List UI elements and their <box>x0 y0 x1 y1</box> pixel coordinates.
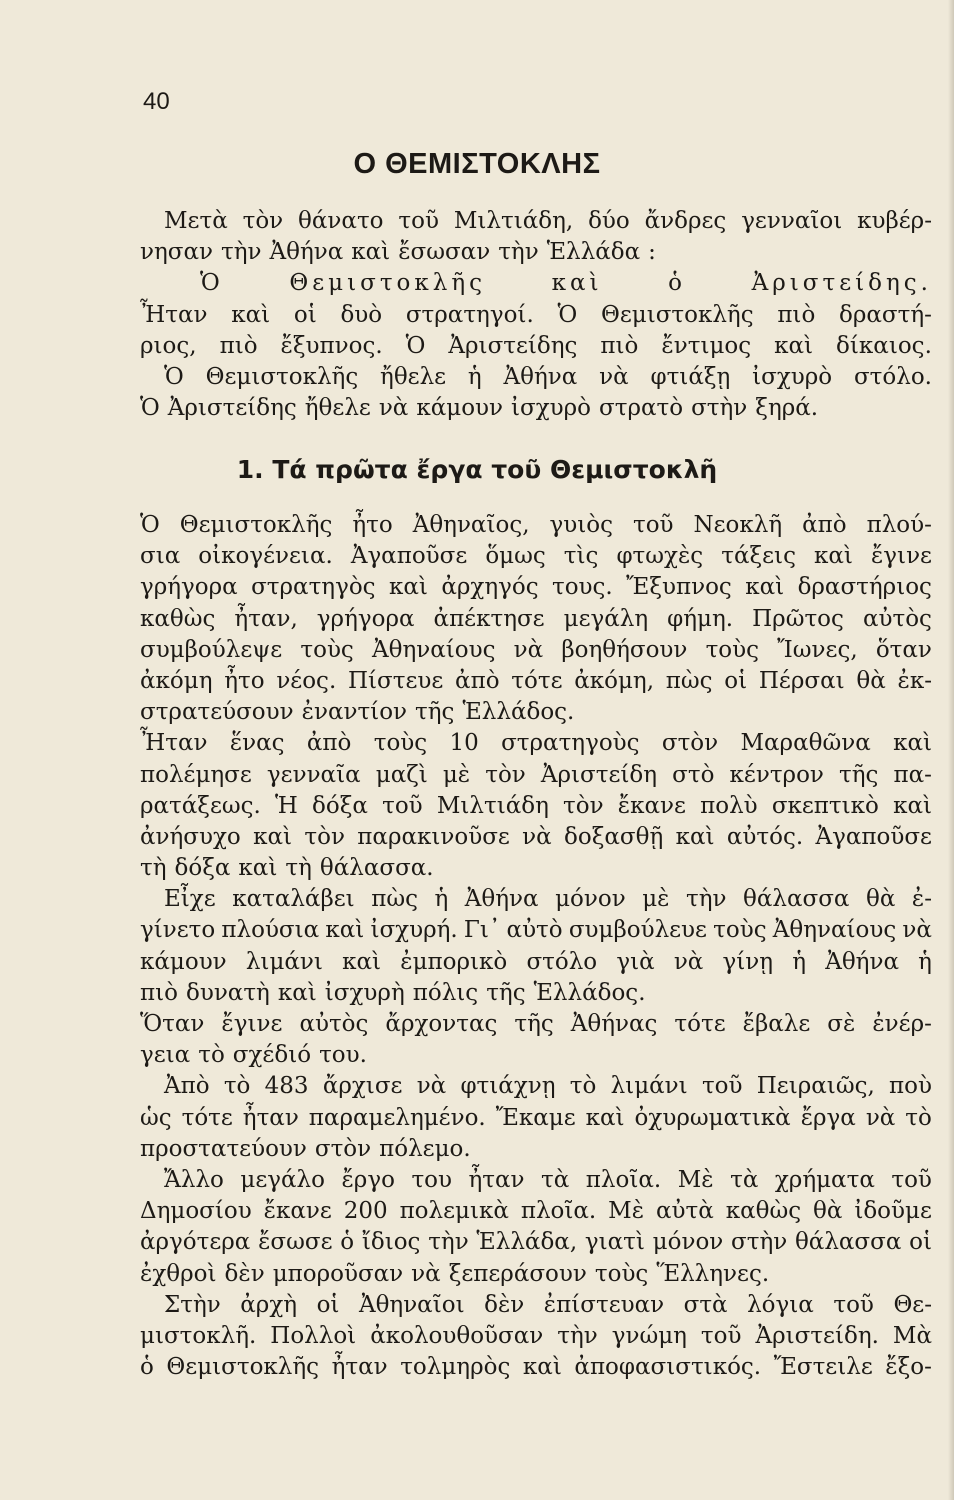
text-line: Μετὰ τὸν θάνατο τοῦ Μιλτιάδη, δύο ἄνδρες γενναῖοι κυβέρ- <box>164 208 932 234</box>
text-line: γίνετο πλούσια καὶ ἰσχυρή. Γι᾿ αὐτὸ συμβούλευε τοὺς Ἀθηναίους νὰ <box>140 917 932 944</box>
text-line: ριος, πιὸ ἔξυπνος. Ὁ Ἀριστείδης πιὸ ἔντιμος καὶ δίκαιος. <box>140 332 932 359</box>
body-paragraphs <box>140 510 932 1383</box>
section-title: 1. Τά πρῶτα ἔργα τοῦ Θεμιστοκλῆ <box>236 455 718 484</box>
text-line: Ὁ Ἀριστείδης ἤθελε νὰ κάμουν ἰσχυρὸ στρατὸ στὴν ξηρά. <box>140 395 819 422</box>
text-line: γρήγορα στρατηγὸς καὶ ἀρχηγός τους. Ἔξυπνος καὶ δραστήριος <box>140 574 932 601</box>
text-line: Ὅταν ἔγινε αὐτὸς ἄρχοντας τῆς Ἀθήνας τότε ἔβαλε σὲ ἐνέρ- <box>140 1011 932 1037</box>
text-line: Εἶχε καταλάβει πὼς ἡ Ἀθήνα μόνον μὲ τὴν θάλασσα θὰ ἐ- <box>164 886 932 913</box>
text-line: ἀκόμη ἦτο νέος. Πίστευε ἀπὸ τότε ἀκόμη, πὼς οἱ Πέρσαι θὰ ἐκ- <box>140 667 932 694</box>
text-line: στρατεύσουν ἐναντίον τῆς Ἑλλάδος. <box>140 699 575 726</box>
text-line: ἀνήσυχο καὶ τὸν παρακινοῦσε νὰ δοξασθῇ καὶ αὐτός. Ἀγαποῦσε <box>140 823 932 850</box>
page-edge-shadow <box>948 0 954 1500</box>
text-line: Ἄλλο μεγάλο ἔργο του ἦταν τὰ πλοῖα. Μὲ τὰ χρήματα τοῦ <box>164 1166 932 1193</box>
text-line: Δημοσίου ἔκανε 200 πολεμικὰ πλοῖα. Μὲ αὐτὰ καθὼς θὰ ἰδοῦμε <box>140 1198 932 1225</box>
text-line: ὁ Θεμιστοκλῆς ἦταν τολμηρὸς καὶ ἀποφασιστικός. Ἔστειλε ἔξο- <box>140 1354 932 1381</box>
text-line: γεια τὸ σχέδιό του. <box>140 1042 367 1069</box>
text-line: Ἦταν καὶ οἱ δυὸ στρατηγοί. Ὁ Θεμιστοκλῆς πιὸ δραστή- <box>140 301 932 328</box>
text-line: πιὸ δυνατὴ καὶ ἰσχυρὴ πόλις τῆς Ἑλλάδος. <box>140 979 646 1006</box>
text-line: τὴ δόξα καὶ τὴ θάλασσα. <box>140 855 434 882</box>
text-line: Στὴν ἀρχὴ οἱ Ἀθηναῖοι δὲν ἐπίστευαν στὰ λόγια τοῦ Θε- <box>164 1291 932 1318</box>
text-line: ὡς τότε ἦταν παραμελημένο. Ἔκαμε καὶ ὀχυρωματικὰ ἔργα νὰ τὸ <box>140 1104 932 1131</box>
text-line: συμβούλεψε τοὺς Ἀθηναίους νὰ βοηθήσουν τοὺς Ἴωνες, ὅταν <box>140 636 932 663</box>
chapter-title: Ο ΘΕΜΙΣΤΟΚΛΗΣ <box>353 148 601 180</box>
text-line: προστατεύουν στὸν πόλεμο. <box>140 1135 471 1162</box>
text-line: σια οἰκογένεια. Ἀγαποῦσε ὅμως τὶς φτωχὲς τάξεις καὶ ἔγινε <box>140 543 932 570</box>
text-line: κάμουν λιμάνι καὶ ἐμπορικὸ στόλο γιὰ νὰ γίνῃ ἡ Ἀθήνα ἡ <box>140 948 932 975</box>
text-line: μιστοκλῆ. Πολλοὶ ἀκολουθοῦσαν τὴν γνώμη τοῦ Ἀριστείδη. Μὰ <box>140 1322 932 1349</box>
text-line: καθὼς ἦταν, γρήγορα ἀπέκτησε μεγάλη φήμη. Πρῶτος αὐτὸς <box>140 605 932 632</box>
text-line: ρατάξεως. Ἡ δόξα τοῦ Μιλτιάδη τὸν ἔκανε πολὺ σκεπτικὸ καὶ <box>140 792 932 819</box>
text-line: Ὁ Θεμιστοκλῆς ἤθελε ἡ Ἀθήνα νὰ φτιάξῃ ἰσχυρὸ στόλο. <box>164 363 932 390</box>
text-line: Ὁ Θεμιστοκλῆς ἦτο Ἀθηναῖος, γυιὸς τοῦ Νεοκλῆ ἀπὸ πλού- <box>140 512 932 538</box>
text-line: Ἦταν ἕνας ἀπὸ τοὺς 10 στρατηγοὺς στὸν Μαραθῶνα καὶ <box>140 730 932 757</box>
page-number: 40 <box>143 88 170 115</box>
text-line: πολέμησε γενναῖα μαζὶ μὲ τὸν Ἀριστείδη στὸ κέντρον τῆς πα- <box>140 761 932 788</box>
text-line: νησαν τὴν Ἀθήνα καὶ ἔσωσαν τὴν Ἑλλάδα : <box>140 239 656 266</box>
text-line: Ὁ Θεμιστοκλῆς καὶ ὁ Ἀριστείδης. <box>200 270 932 297</box>
text-line: ἐχθροὶ δὲν μποροῦσαν νὰ ξεπεράσουν τοὺς Ἕλληνες. <box>140 1260 770 1287</box>
text-line: ἀργότερα ἔσωσε ὁ ἴδιος τὴν Ἑλλάδα, γιατὶ μόνον στὴν θάλασσα οἱ <box>140 1229 932 1256</box>
intro-paragraph <box>140 206 932 424</box>
text-line: Ἀπὸ τὸ 483 ἄρχισε νὰ φτιάχνῃ τὸ λιμάνι τοῦ Πειραιῶς, ποὺ <box>164 1073 932 1100</box>
